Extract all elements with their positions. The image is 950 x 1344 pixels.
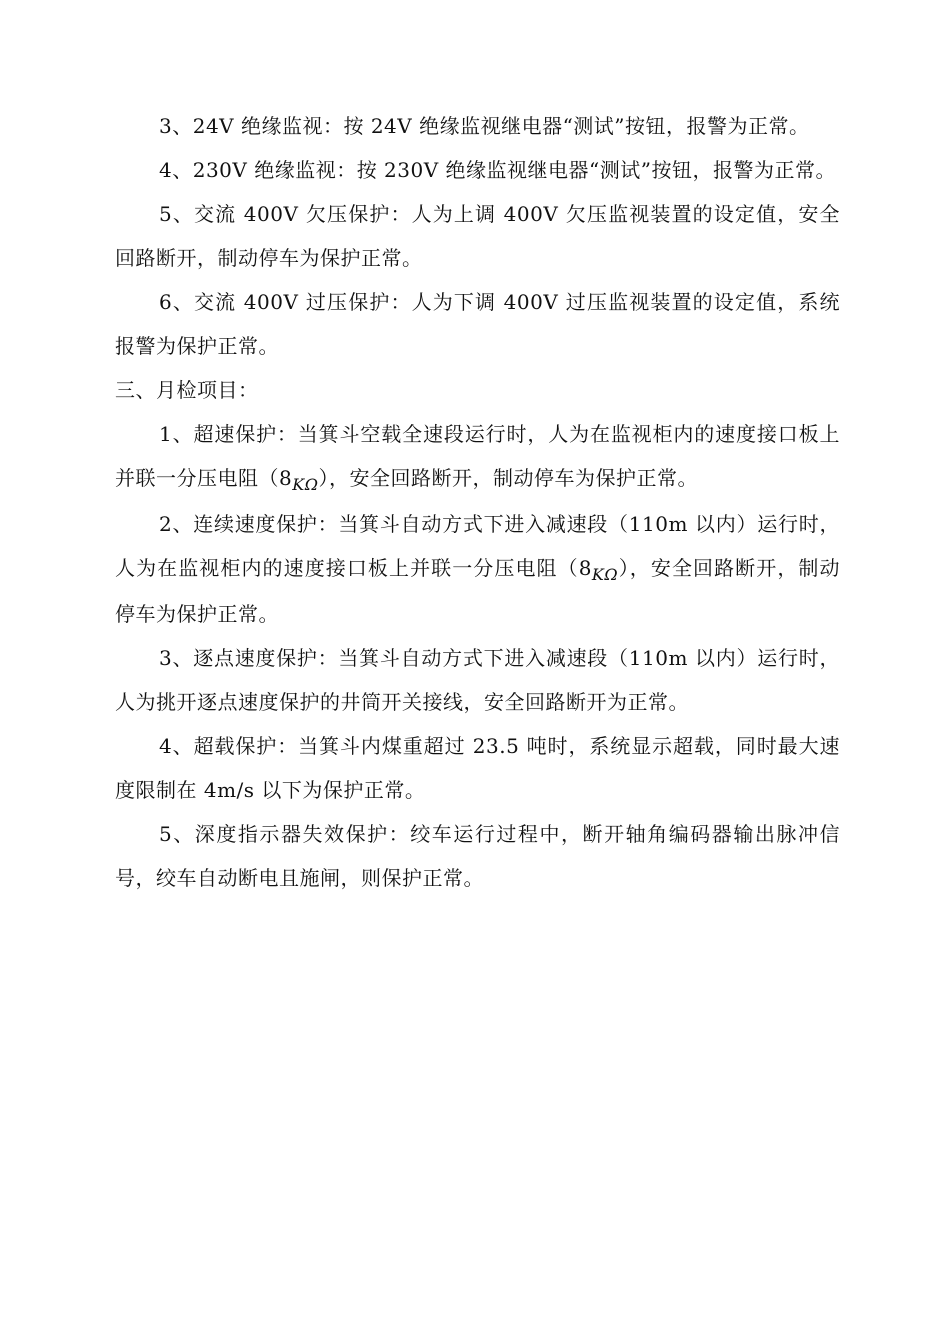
section-heading-monthly: 三、月检项目： [115, 378, 259, 402]
unit-kohm: KΩ [591, 565, 619, 584]
paragraph-text: ），安全回路断开，制动停车为保护正常。 [318, 466, 698, 490]
paragraph-item-6: 6、交流 400V 过压保护：人为下调 400V 过压监视装置的设定值，系统报警为保护正常。 [115, 290, 840, 358]
paragraph-item-3: 3、24V 绝缘监视：按 24V 绝缘监视继电器“测试”按钮，报警为正常。 [159, 114, 810, 138]
document-page [115, 104, 840, 900]
paragraph-monthly-3: 3、逐点速度保护：当箕斗自动方式下进入减速段（110m 以内）运行时，人为挑开逐点速度保护的井筒开关接线，安全回路断开为正常。 [115, 646, 840, 714]
paragraph-monthly-5: 5、深度指示器失效保护：绞车运行过程中，断开轴角编码器输出脉冲信号，绞车自动断电且施闸，则保护正常。 [115, 822, 840, 890]
paragraph-monthly-2 [115, 502, 840, 636]
paragraph-item-4: 4、230V 绝缘监视：按 230V 绝缘监视继电器“测试”按钮，报警为正常。 [159, 158, 836, 182]
paragraph-text: ），安全回路断开，制动停车为保护正常。 [115, 556, 840, 626]
paragraph-item-5: 5、交流 400V 欠压保护：人为上调 400V 欠压监视装置的设定值，安全回路断开，制动停车为保护正常。 [115, 202, 840, 270]
paragraph-monthly-1 [115, 412, 840, 502]
unit-kohm: KΩ [292, 475, 319, 494]
paragraph-monthly-4: 4、超载保护：当箕斗内煤重超过 23.5 吨时，系统显示超载，同时最大速度限制在 4m/s 以下为保护正常。 [115, 734, 840, 802]
paragraph-text: 1、超速保护：当箕斗空载全速段运行时，人为在监视柜内的速度接口板上并联一分压电阻（8 [115, 422, 840, 490]
paragraph-text: 2、连续速度保护：当箕斗自动方式下进入减速段（110m 以内）运行时，人为在监视柜内的速度接口板上并联一分压电阻（8 [115, 512, 840, 580]
